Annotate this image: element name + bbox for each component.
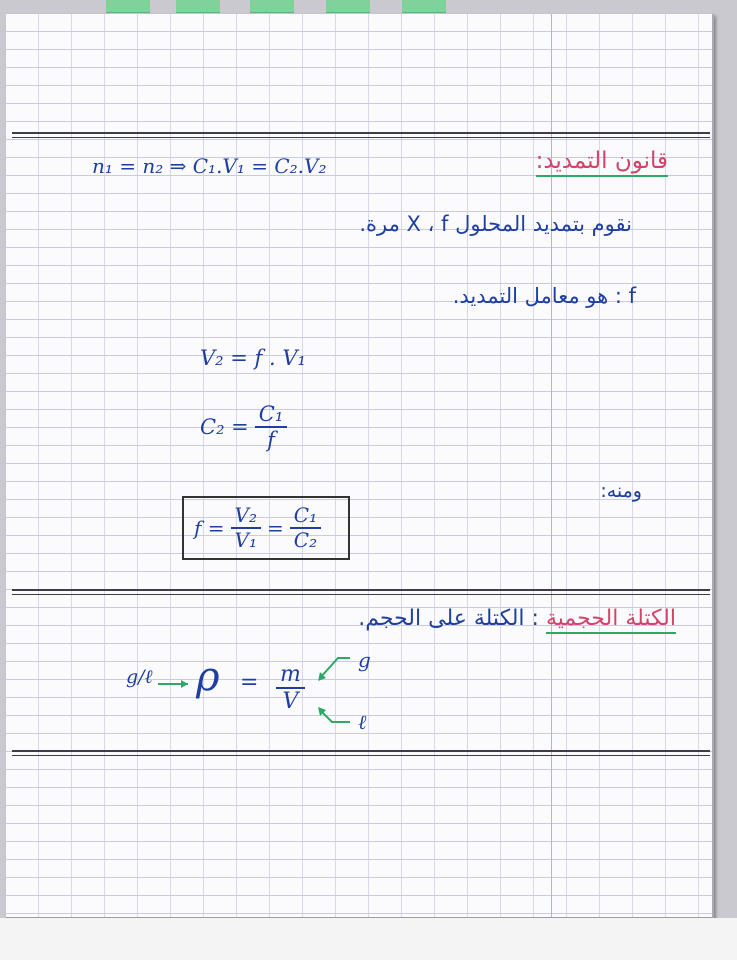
conservation-formula: n₁ = n₂ ⇒ C₁.V₁ = C₂.V₂	[92, 154, 327, 178]
notebook-tab	[176, 0, 220, 13]
volume-equation: V₂ = f . V₁	[200, 346, 306, 370]
scan-background	[0, 918, 737, 960]
volume-unit: ℓ	[358, 710, 367, 734]
density-heading	[358, 606, 676, 631]
concentration-fraction	[255, 402, 288, 452]
dilution-statement: نقوم بتمديد المحلول X ، f مرة.	[359, 212, 632, 236]
fraction-denominator: C₂	[293, 528, 318, 552]
notebook-page	[6, 14, 714, 919]
notebook-tab	[326, 0, 370, 13]
concentration-ratio	[290, 504, 321, 552]
fraction-denominator: V₁	[234, 528, 257, 552]
fraction-numerator: V₂	[231, 504, 261, 529]
notebook-tab	[250, 0, 294, 13]
fraction-numerator: C₁	[290, 504, 321, 529]
rho-symbol: ρ	[196, 654, 220, 700]
density-definition: : الكتلة على الحجم.	[358, 606, 539, 631]
mass-numerator: m	[276, 662, 305, 689]
concentration-equation	[200, 402, 293, 452]
volume-denominator: V	[282, 689, 299, 715]
concentration-lhs: C₂ =	[200, 415, 249, 440]
density-unit-left: g/ℓ	[126, 666, 153, 688]
boxed-dilution-factor	[182, 496, 350, 560]
fraction-denominator: f	[267, 428, 275, 453]
volume-ratio	[231, 504, 261, 552]
arrow-to-rho-icon	[156, 678, 192, 690]
section-rule	[12, 750, 710, 756]
density-equals: =	[240, 670, 259, 695]
boxed-lhs: f =	[194, 516, 225, 540]
fraction-numerator: C₁	[255, 402, 288, 428]
equals-sign: =	[267, 516, 284, 540]
section-rule	[12, 132, 710, 138]
notebook-tab	[106, 0, 150, 13]
dilution-title	[536, 148, 668, 174]
density-fraction	[270, 662, 311, 715]
notebook-tab	[402, 0, 446, 13]
density-title: الكتلة الحجمية	[546, 606, 676, 634]
dilution-factor-definition: f : هو معامل التمديد.	[452, 284, 636, 308]
mass-unit: g	[358, 648, 371, 672]
dilution-title-text: قانون التمديد:	[536, 148, 668, 177]
therefore-label: ومنه:	[600, 480, 642, 502]
section-rule	[12, 589, 710, 595]
